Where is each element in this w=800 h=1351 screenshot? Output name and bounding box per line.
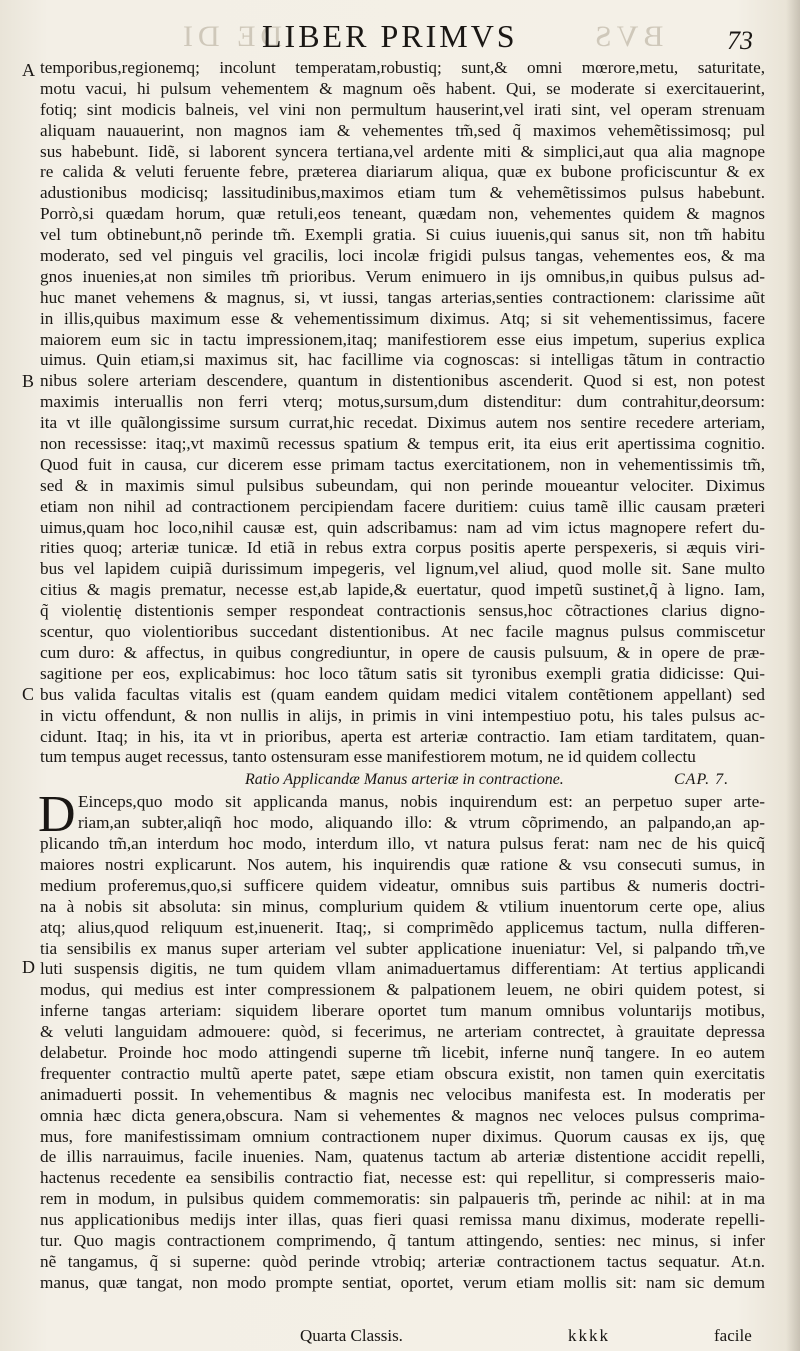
text-line: motu vacui, hi pulsum vehementem & magnum oẽs habent. Qui, se moderate si exercitauerint, (40, 78, 765, 98)
margin-letter-d: D (22, 957, 35, 977)
text-line: rem in modum, in pulsibus quidem commemoratis: sin palpaueris tm̃, perinde ac nihil: at in ma (40, 1189, 765, 1209)
text-line: etiam non nihil ad contractionem percipiendam facere duritiem: cuius tamẽ illic causam præteri (40, 496, 765, 516)
text-line: in illis,quibus maximum esse & vehementissimum diximus. Atq; si sit vehementissimus, facere (40, 308, 765, 328)
text-line: modus, qui medius est inter compressionem & palpationem leuem, ne obiri quidem potest, si (40, 980, 765, 1000)
text-line: bus vel lapidem cuipiã durissimum impegeris, vel lignum,vel aliud, quod molle sit. Sane multo (40, 559, 765, 579)
text-line: & veluti languidam admouere: quòd, si fecerimus, ne arteriam contrectet, à grauitate depressa (40, 1022, 765, 1042)
text-line: delabetur. Proinde hoc modo attingendi superne tm̃ licebit, inferne nunq̃ tangere. In eo autem (40, 1042, 765, 1062)
text-line: plicando tm̃,an interdum hoc modo, interdum illo, vt natura pulsus ferat: nam nec de his quicq̃ (40, 834, 765, 854)
margin-letter-c: C (22, 684, 35, 704)
text-line: animaduerti possit. In vehementibus & magnis nec velocibus manifesta est. In moderatis per (40, 1084, 765, 1104)
text-line: luti suspensis digitis, ne tum quidem vllam animaduertamus differentiam: At tertius applicandi (40, 959, 765, 979)
text-line: adustionibus modicisq; lassitudinibus,maximos etiam tum & vehemẽtissimos pulsus habebunt. (40, 183, 765, 203)
text-line: de illis narrauimus, facile inuenies. Nam, quatenus tactum ab arteriæ distentione accidit repelli, (40, 1147, 765, 1167)
text-line: maiores nostri explicarunt. Nos autem, his inquirendis quæ ratione & vsu consecuti sumus, in (40, 854, 765, 874)
text-line: mus, fore manifestissimam omnium contractionem nuper diximus. Quorum causas ex ijs, quę (40, 1126, 765, 1146)
chapter-heading (40, 768, 765, 792)
text-line: moderato, sed vel pinguis vel gracilis, loci incolæ frigidi pulsus tangas, vehementes eos, & ma (40, 246, 765, 266)
text-line: ita vt ille quãlongissime sursum currat,hic recedat. Diximus autem nos sentire recedere arteriam, (40, 413, 765, 433)
text-line: bus valida facultas vitalis est (quam eandem quidam medici vitalem contẽtionem appellant) sed (40, 684, 765, 704)
text-line: fotiq; sint modicis balneis, vel vini non permultum hauserint,vel irati sint, vel operam strenuam (40, 99, 765, 119)
text-line: cidunt. Itaq; in his, ita vt in prioribus, aperta est arteriæ contractio. Iam etiam tarditatem, quan- (40, 726, 765, 746)
running-title: LIBER PRIMVS (262, 18, 518, 54)
chapter-number: CAP. 7. (674, 771, 730, 789)
page-header (0, 18, 800, 58)
text-line: nẽ tangamus, q̃ si superne: quòd perinde vtrobiq; arteriæ contractionem tactus sequatur. At.n. (40, 1251, 765, 1271)
margin-letter-b: B (22, 371, 35, 391)
text-line: rities quoq; arteriæ tunicæ. Id etiã in rebus extra corpus positis aperte perspexeris, si æquis viri- (40, 538, 765, 558)
text-line: sed & in maximis simul pulsibus subeundam, qui non perinde moueantur velociter. Diximus (40, 475, 765, 495)
page-edge-shadow (786, 0, 800, 1351)
text-line: manus, quæ tangat, non modo prompte sentiat, oportet, verum etiam mollis sit: nam sic demum (40, 1272, 765, 1292)
text-line: cum duro: & affectus, in quibus congrediuntur, in opere de causis pulsuum, & in opere de præ- (40, 642, 765, 662)
show-through-text-right: BVS (590, 20, 664, 53)
text-line: in victu offendunt, & non nullis in alijs, in primis in vini intempestiuo potu, his tales pulsus ac- (40, 705, 765, 725)
page-footer (0, 1326, 800, 1348)
text-line: aliquam nauauerint, non magnos iam & vehementes tm̃,sed q̃ maximos vehemẽtissimosq; pul (40, 120, 765, 140)
main-text (40, 58, 765, 1294)
signature-line-text: Quarta Classis. (300, 1326, 403, 1345)
chapter-body (38, 786, 765, 1293)
text-line: omnia hæc dicta genera,obscura. Nam si vehementes & magnos nec veloces pulsus comprima- (40, 1105, 765, 1125)
text-line: riam,an subter,aliqñ hoc modo, aliquando illo: & vtrum cõprimendo, an palpando,an ap- (78, 813, 765, 833)
text-line: Porrò,si quædam horum, quæ retuli,eos teneant, quædam non, vehementes quidem & magnos (40, 204, 765, 224)
show-through-text: DE DI (178, 20, 283, 53)
text-line: temporibus,regionemq; incolunt temperatam,robustiq; sunt,& omni mœrore,metu, saturitate, (40, 58, 765, 77)
text-line: non recessisse: itaq;,vt maximũ recessus spatium & tempus erit, ita eius erit apertissima cognitio. (40, 434, 765, 454)
text-line: na à nobis sit absoluta: sin minus, complurium quidem & vtilium inuentorum certe ope, alius (40, 896, 765, 916)
text-line: hactenus recedente ea sensibilis contractio fiat, necesse est: qui repellitur, si compresseris maio- (40, 1168, 765, 1188)
text-line: sus habebunt. Iidẽ, si laborent syncera tertiana,vel ardente miti & simplici,aut qua alia magnope (40, 141, 765, 161)
text-line: medium proferemus,quo,si sufficere quidem videatur, omnibus suis partibus & numeris doctri- (40, 875, 765, 895)
text-line: frequenter contractio multũ aperte patet, sæpe etiam obscura existit, non tamen quin exercitatis (40, 1063, 765, 1083)
text-line: nus applicationibus medijs inter illas, quas fieri quasi remissa manu diximus, moderate repelli- (40, 1210, 765, 1230)
text-line: gnos inuenies,at non similes tm̃ prioribus. Verum enimuero in ijs omnibus,in quibus pulsus ad- (40, 266, 765, 286)
text-line: uimus,quam hoc loco,nihil causæ est, quin adscribamus: nam ad vim ictus magnopere refert du- (40, 517, 765, 537)
text-line: citius & magis prematur, necesse est,ab lapide,& euertatur, quod impetũ sustinet,q̃ à ligno. Iam, (40, 580, 765, 600)
margin-letter-a: A (22, 60, 35, 80)
text-line: sagitione per eos, explicabimus: hoc loco tãtum satis sit tyronibus exempli gratia didicisse: Qui- (40, 663, 765, 683)
text-line: inferne tangas arteriam: siquidem liberare oportet tum manum omnibus voluntarijs motibus, (40, 1001, 765, 1021)
text-line: scentur, quo violentioribus succedant distentionibus. At nec facile magnus pulsus commiscetur (40, 622, 765, 642)
text-line: maximis interuallis non ferri vterq; motus,sursum,dum distenditur: dum contrahitur,deorsum: (40, 392, 765, 412)
text-line: atq; alius,quod reliquum est,inuenerit. Itaq;, si comprimẽdo applicemus tactum, nulla differen- (40, 917, 765, 937)
drop-cap: D (38, 786, 76, 844)
text-line: tum tempus auget recessus, tanto ostensuram esse manifestiorem motum, ne id quidem collectu (40, 747, 696, 767)
text-line: q̃ violentię distentionis semper respondeat contractionis sensus,hoc cõtractiones clarius digno- (40, 601, 765, 621)
text-line: vel tum obtinebunt,nõ perinde tm̃. Exempli gratia. Si cuius iuuenis,qui sanus sit, non tm̃ habitu (40, 225, 765, 245)
text-line: tia sensibilis ex manus super arteriam vel subter applicatione inueniatur: Vel, si palpando tm̃,ve (40, 938, 765, 958)
text-line: tur. Quo magis contractionem comprimendo, q̃ tantum attingendo, senties: nec minus, si infer (40, 1230, 765, 1250)
text-line: nibus solere arteriam descendere, quantum in distentionibus ascenderit. Quod si est, non potest (40, 371, 765, 391)
text-line: re calida & veluti feruente febre, præterea diariarum aliqua, quæ ex bubone proficiscuntur & ex (40, 162, 765, 182)
chapter-title: Ratio Applicandæ Manus arteriæ in contractione. (245, 771, 564, 789)
text-line: maiorem eum sic in tactu impressionem,itaq; manifestiorem esse eius impetum, superius explica (40, 329, 765, 349)
page-number: 73 (727, 26, 753, 55)
catchword: facile (714, 1326, 752, 1345)
text-line: uimus. Quin etiam,si maximus sit, hac facillime via cognoscas: si intelligas tãtum in contractio (40, 350, 765, 370)
text-line: Einceps,quo modo sit applicanda manus, nobis inquirendum est: an perpetuo super arte- (78, 792, 765, 812)
signature-mark: kkkk (568, 1326, 610, 1345)
text-line: huc manet vehemens & magnus, si, vt iussi, tangas arterias,senties contractionem: clarissime aũt (40, 287, 765, 307)
text-line: Quod fuit in causa, cur dicerem esse primam tactus exercitationem, non in vehementissimis tm̃, (40, 454, 765, 474)
